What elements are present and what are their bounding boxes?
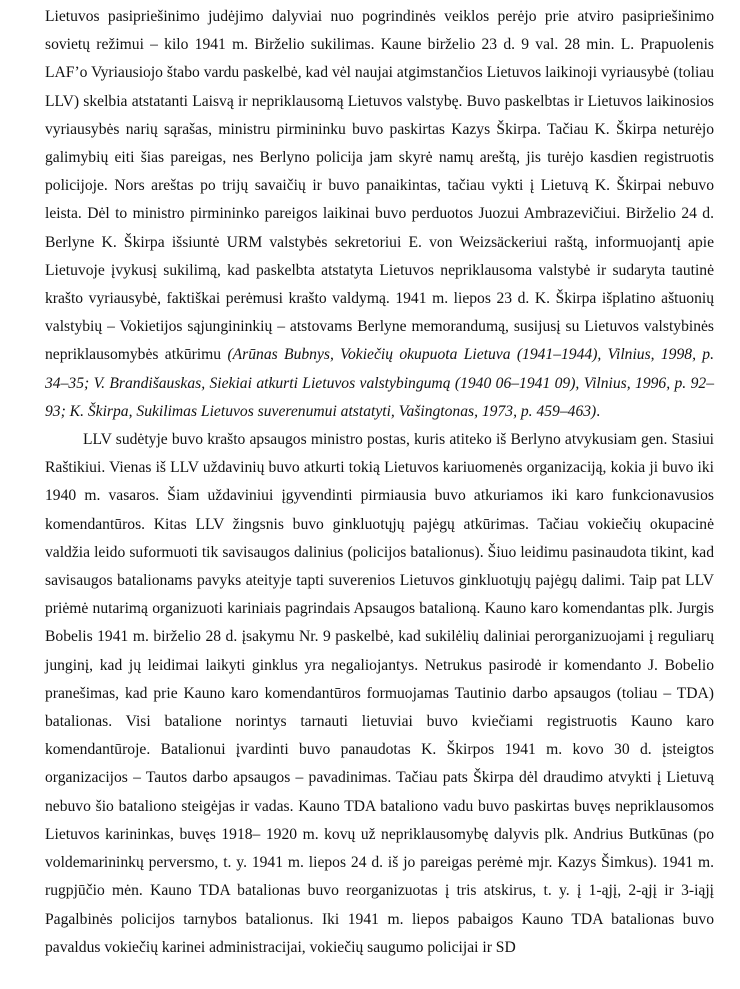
paragraph-uprising bbox=[45, 3, 714, 426]
paragraph-uprising-text: Lietuvos pasipriešinimo judėjimo dalyviai nuo pogrindinės veiklos perėjo prie atviro pasipriešinimo sovietų režimui – kilo 1941 m. Birželio sukilimas. Kaune birželio 23 d. 9 val. 28 min. L. Prapuolenis LAF’o Vyriausiojo štabo vardu paskelbė, kad vėl naujai atgimstančios Lietuvos laikinoji vyriausybė (toliau LLV) skelbia atstatanti Laisvą ir nepriklausomą Lietuvos valstybę. Buvo paskelbtas ir Lietuvos laikinosios vyriausybės narių sąrašas, ministru pirmininku buvo paskirtas Kazys Škirpa. Tačiau K. Škirpa neturėjo galimybių eiti šias pareigas, nes Berlyno policija jam skyrė namų areštą, jis turėjo kasdien registruotis policijoje. Nors areštas po trijų savaičių ir buvo panaikintas, tačiau vykti į Lietuvą K. Škirpai nebuvo leista. Dėl to ministro pirmininko pareigos laikinai buvo perduotos Juozui Ambrazevičiui. Birželio 24 d. Berlyne K. Škirpa išsiuntė URM valstybės sekretoriui E. von Weizsäckeriui raštą, informuojantį apie Lietuvoje įvykusį sukilimą, kad paskelbta atstatyta Lietuvos nepriklausoma valstybė ir sudaryta tautinė krašto vyriausybė, faktiškai perėmusi krašto valdymą. 1941 m. liepos 23 d. K. Škirpa išplatino aštuonių valstybių – Vokietijos sąjungininkių – atstovams Berlyne memorandumą, susijusį su Lietuvos valstybinės nepriklausomybės atkūrimu bbox=[45, 8, 714, 364]
citation-period: . bbox=[596, 402, 601, 420]
citation-sources: (Arūnas Bubnys, Vokiečių okupuota Lietuva (1941–1944), Vilnius, 1998, p. 34–35; V. Brandišauskas, Siekiai atkurti Lietuvos valstybingumą (1940 06–1941 09), Vilnius, 1996, p. 92–93; K. Škirpa, Sukilimas Lietuvos suverenumui atstatyti, Vašingtonas, 1973, p. 459–463) bbox=[45, 346, 715, 420]
paragraph-tda-battalion bbox=[45, 426, 714, 962]
paragraph-tda-battalion-text: LLV sudėtyje buvo krašto apsaugos ministro postas, kuris atiteko iš Berlyno atvykusiam gen. Stasiui Raštikiui. Vienas iš LLV uždavinių buvo atkurti tokią Lietuvos kariuomenės organizaciją, kokia ji buvo iki 1940 m. vasaros. Šiam uždaviniui įgyvendinti pirmiausia buvo atkuriamos iki karo funkcionavusios komendantūros. Kitas LLV žingsnis buvo ginkluotųjų pajėgų atkūrimas. Tačiau vokiečių okupacinė valdžia leido suformuoti tik savisaugos dalinius (policijos batalionus). Šiuo leidimu pasinaudota tikint, kad savisaugos batalionams pavyks ateityje tapti suverenios Lietuvos ginkluotųjų pajėgų dalimi. Taip pat LLV priėmė nutarimą organizuoti kariniais pagrindais Apsaugos batalioną. Kauno karo komendantas plk. Jurgis Bobelis 1941 m. birželio 28 d. įsakymu Nr. 9 paskelbė, kad sukilėlių daliniai perorganizuojami į reguliarų junginį, kad jų leidimai laikyti ginklus yra negaliojantys. Netrukus pasirodė ir komendanto J. Bobelio pranešimas, kad prie Kauno karo komendantūros formuojamas Tautinio darbo apsaugos (toliau – TDA) batalionas. Visi batalione norintys tarnauti lietuviai buvo kviečiami registruotis Kauno karo komendantūroje. Batalionui įvardinti buvo panaudotas K. Škirpos 1941 m. kovo 30 d. įsteigtos organizacijos – Tautos darbo apsaugos – pavadinimas. Tačiau pats Škirpa dėl draudimo atvykti į Lietuvą nebuvo šio bataliono steigėjas ir vadas. Kauno TDA bataliono vadu buvo paskirtas buvęs nepriklausomos Lietuvos karininkas, buvęs 1918– 1920 m. kovų už nepriklausomybę dalyvis plk. Andrius Butkūnas (po voldemarininkų perversmo, t. y. 1941 m. liepos 24 d. iš jo pareigas perėmė mjr. Kazys Šimkus). 1941 m. rugpjūčio mėn. Kauno TDA batalionas buvo reorganizuotas į tris atskirus, t. y. į 1-ąjį, 2-ąjį ir 3-iąjį Pagalbinės policijos tarnybos batalionus. Iki 1941 m. liepos pabaigos Kauno TDA batalionas buvo pavaldus vokiečių karinei administracijai, vokiečių saugumo policijai ir SD bbox=[45, 431, 714, 956]
